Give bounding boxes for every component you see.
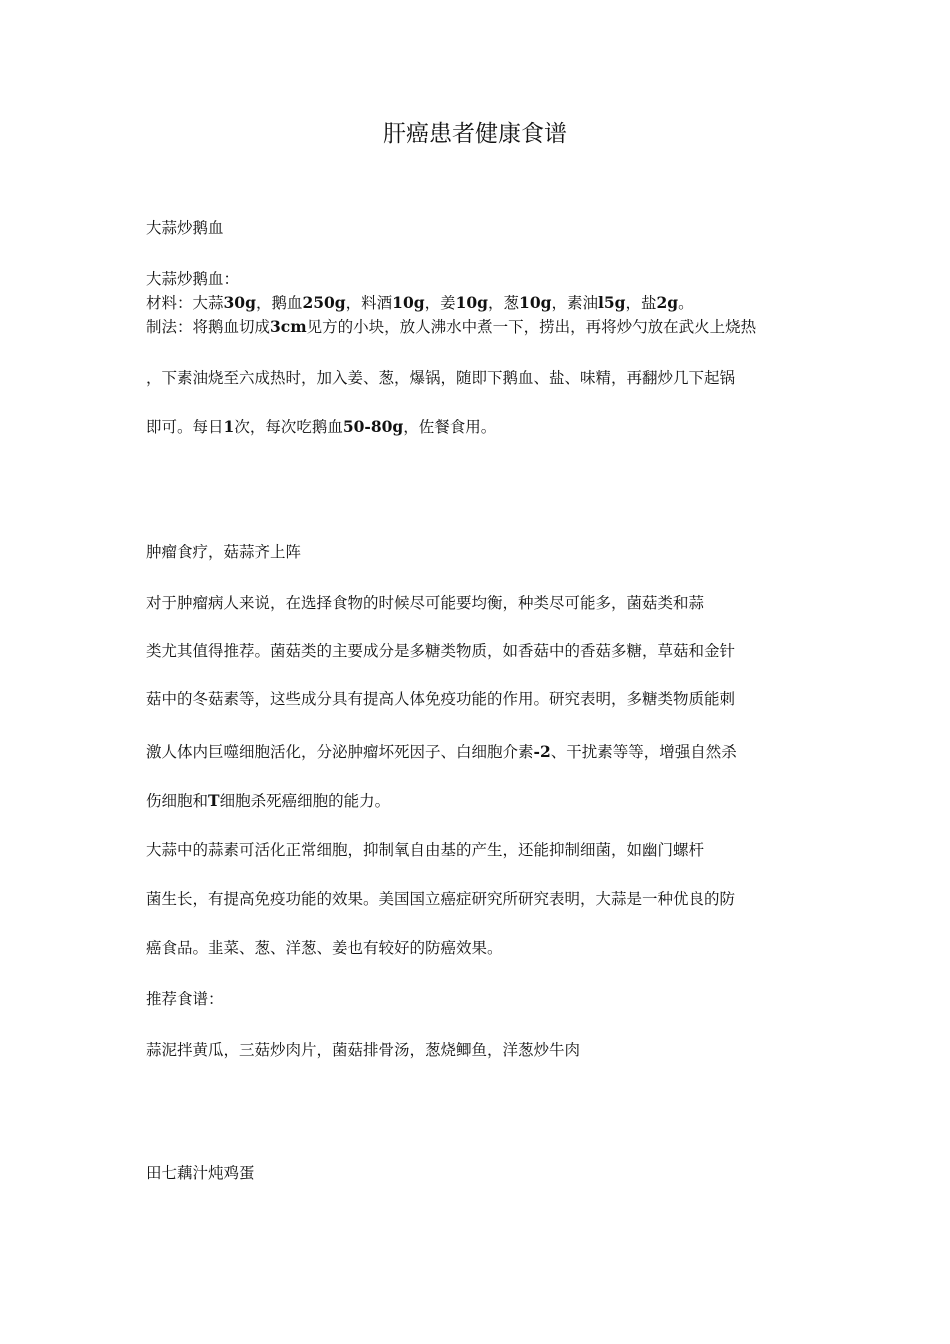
recipe-materials xyxy=(146,292,694,314)
materials-amount: 10g xyxy=(519,293,552,312)
paragraph-text: 、干扰素等等，增强自然杀 xyxy=(550,743,737,761)
paragraph-text: 激人体内巨噬细胞活化，分泌肿瘤坏死因子、白细胞介素 xyxy=(146,743,534,761)
paragraph-line: 菌生长，有提高免疫功能的效果。美国国立癌症研究所研究表明，大蒜是一种优良的防 xyxy=(146,890,736,908)
page-title: 肝癌患者健康食谱 xyxy=(383,121,567,147)
materials-amount: 10g xyxy=(455,293,489,312)
recipe-sub-heading: 大蒜炒鹅血： xyxy=(146,270,240,288)
recommended-recipes-label: 推荐食谱： xyxy=(146,990,224,1008)
paragraph-line xyxy=(146,741,737,763)
method-text: 制法：将鹅血切成 xyxy=(146,318,271,336)
materials-text: ，鹅血 xyxy=(255,294,303,312)
materials-amount: 250g xyxy=(302,293,346,312)
materials-text: ，盐 xyxy=(625,294,657,312)
materials-text: ，素油 xyxy=(551,294,598,312)
paragraph-line: 菇中的冬菇素等，这些成分具有提高人体免疫功能的作用。研究表明，多糖类物质能刺 xyxy=(146,690,736,708)
materials-amount: 2g xyxy=(656,293,679,312)
method-amount: 1 xyxy=(223,417,235,436)
recipe-method-line-1 xyxy=(146,316,756,338)
section-heading-tumor-diet: 肿瘤食疗，菇蒜齐上阵 xyxy=(146,543,302,561)
materials-amount: l5g xyxy=(597,293,626,312)
materials-text: ，姜 xyxy=(424,294,456,312)
method-amount: 50-80g xyxy=(342,417,404,436)
paragraph-bold: -2 xyxy=(533,742,551,761)
materials-amount: 30g xyxy=(223,293,256,312)
paragraph-bold: T xyxy=(208,791,220,810)
paragraph-line: 癌食品。韭菜、葱、洋葱、姜也有较好的防癌效果。 xyxy=(146,939,503,957)
materials-text: ，葱 xyxy=(488,294,520,312)
section-heading-lotus-juice-egg: 田七藕汁炖鸡蛋 xyxy=(146,1164,255,1182)
method-text: 见方的小块，放人沸水中煮一下，捞出，再将炒勺放在武火上烧热 xyxy=(306,318,757,336)
recipe-method-line-2: ，下素油烧至六成热时，加入姜、葱，爆锅，随即下鹅血、盐、味精，再翻炒几下起锅 xyxy=(146,369,736,387)
method-text: 即可。每日 xyxy=(146,418,224,436)
paragraph-text: 细胞杀死癌细胞的能力。 xyxy=(219,792,391,810)
method-text: 次，每次吃鹅血 xyxy=(234,418,343,436)
recipe-method-line-3 xyxy=(146,416,496,438)
recommended-recipes-list: 蒜泥拌黄瓜，三菇炒肉片，菌菇排骨汤，葱烧鲫鱼，洋葱炒牛肉 xyxy=(146,1041,581,1059)
paragraph-line: 类尤其值得推荐。菌菇类的主要成分是多糖类物质，如香菇中的香菇多糖，草菇和金针 xyxy=(146,642,736,660)
method-amount: 3cm xyxy=(270,317,307,336)
paragraph-text: 伤细胞和 xyxy=(146,792,209,810)
method-text: ，佐餐食用。 xyxy=(403,418,497,436)
paragraph-line: 对于肿瘤病人来说，在选择食物的时候尽可能要均衡，种类尽可能多，菌菇类和蒜 xyxy=(146,594,705,612)
materials-text: 。 xyxy=(678,294,694,312)
materials-amount: 10g xyxy=(392,293,425,312)
materials-text: 材料：大蒜 xyxy=(146,294,224,312)
section-heading-garlic-goose-blood: 大蒜炒鹅血 xyxy=(146,219,224,237)
paragraph-line: 大蒜中的蒜素可活化正常细胞，抑制氧自由基的产生，还能抑制细菌，如幽门螺杆 xyxy=(146,841,705,859)
materials-text: ，料酒 xyxy=(345,294,393,312)
paragraph-line xyxy=(146,790,390,812)
